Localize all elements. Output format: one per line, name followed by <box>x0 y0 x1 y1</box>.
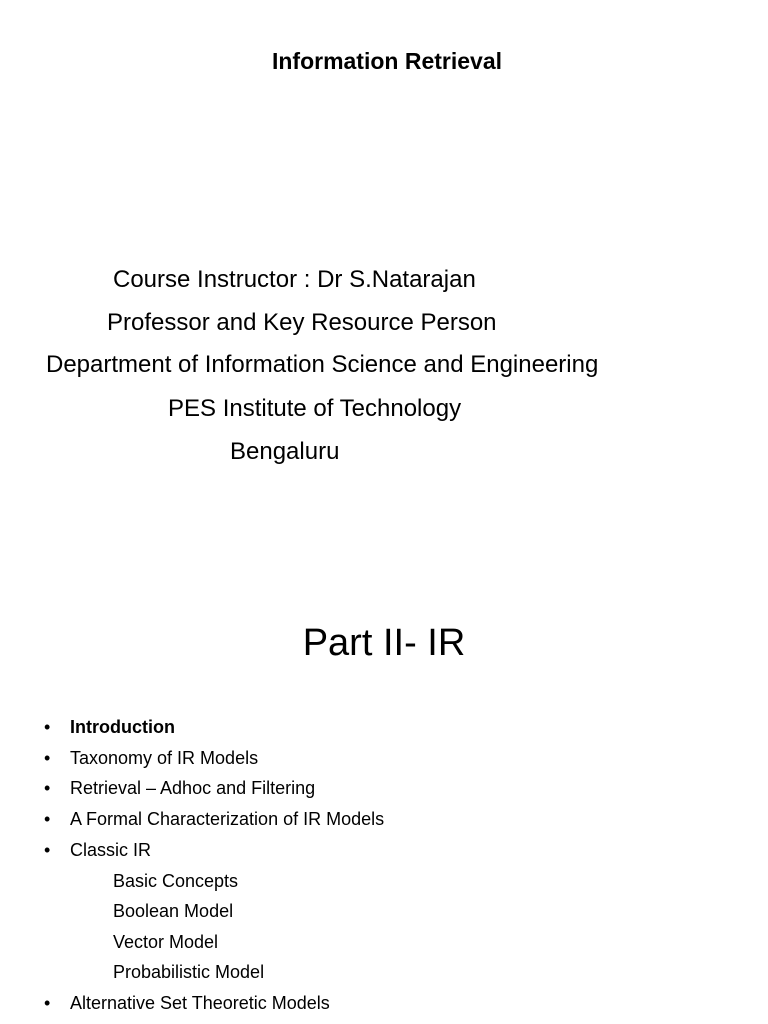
document-title: Information Retrieval <box>271 48 503 74</box>
outline-subitem-vector-model: Vector Model <box>113 932 219 952</box>
bullet-marker: • <box>44 778 51 798</box>
bullet-marker: • <box>44 840 51 860</box>
bullet-marker: • <box>44 809 51 829</box>
outline-subitem-basic-concepts: Basic Concepts <box>113 871 239 891</box>
outline-item-retrieval: Retrieval – Adhoc and Filtering <box>70 778 316 798</box>
institute-line: PES Institute of Technology <box>168 395 462 422</box>
part-heading: Part II- IR <box>302 622 466 664</box>
bullet-marker: • <box>44 993 51 1013</box>
outline-item-alternative-set-theoretic: Alternative Set Theoretic Models <box>70 993 330 1013</box>
department-line: Department of Information Science and Engineering <box>46 351 599 378</box>
instructor-position-line: Professor and Key Resource Person <box>107 309 497 336</box>
city-line: Bengaluru <box>230 438 340 465</box>
outline-item-classic-ir: Classic IR <box>70 840 152 860</box>
bullet-marker: • <box>44 717 51 737</box>
outline-item-formal-characterization: A Formal Characterization of IR Models <box>70 809 385 829</box>
bullet-marker: • <box>44 748 51 768</box>
outline-subitem-probabilistic-model: Probabilistic Model <box>113 962 265 982</box>
outline-item-introduction: Introduction <box>70 717 175 737</box>
outline-item-taxonomy: Taxonomy of IR Models <box>70 748 259 768</box>
outline-subitem-boolean-model: Boolean Model <box>113 901 234 921</box>
course-instructor-line: Course Instructor : Dr S.Natarajan <box>113 266 476 293</box>
